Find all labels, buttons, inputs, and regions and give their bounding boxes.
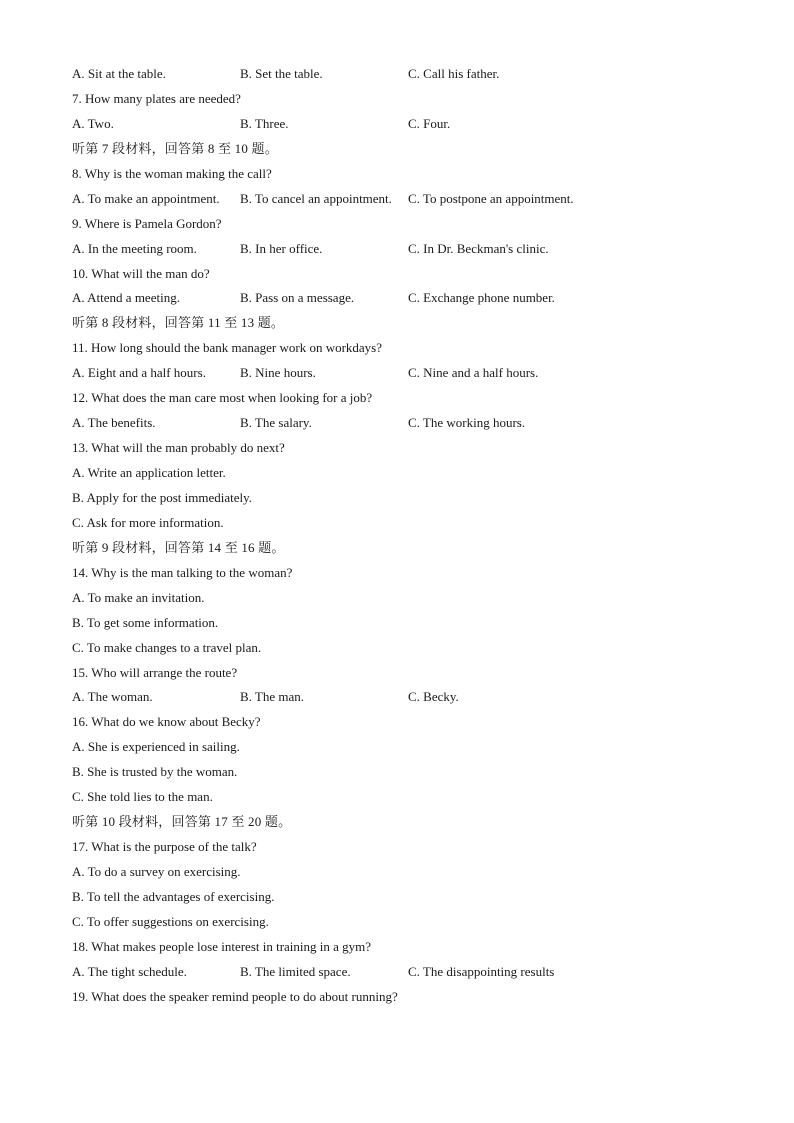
option-c: C. Nine and a half hours.	[408, 365, 539, 381]
option-c: C. Call his father.	[408, 66, 500, 81]
option-b: B. The limited space.	[240, 963, 351, 979]
option-a: A. The benefits.	[72, 415, 156, 431]
question-text: 11. How long should the bank manager work on workdays?	[72, 340, 383, 356]
section-instruction: 听第 8 段材料，回答第 11 至 13 题。	[72, 315, 285, 331]
option-a: A. To make an appointment.	[72, 190, 220, 206]
question-text: 17. What is the purpose of the talk?	[72, 839, 257, 855]
option-b: B. To cancel an appointment.	[240, 190, 392, 206]
question-text: 13. What will the man probably do next?	[72, 440, 285, 456]
answer-options-row	[72, 411, 732, 436]
option-line: A. To make an invitation.	[72, 589, 205, 605]
option-line: C. To offer suggestions on exercising.	[72, 913, 269, 929]
option-c: C. To postpone an appointment.	[408, 190, 574, 206]
answer-options-row	[72, 187, 732, 212]
option-b: B. The man.	[240, 689, 305, 705]
option-line: A. To do a survey on exercising.	[72, 864, 241, 879]
option-c: C. The working hours.	[408, 415, 526, 431]
option-b: B. The salary.	[240, 415, 312, 431]
option-a: A. Attend a meeting.	[72, 290, 180, 306]
option-b: B. Nine hours.	[240, 365, 316, 381]
option-a: A. In the meeting room.	[72, 240, 197, 256]
question-text: 18. What makes people lose interest in training in a gym?	[72, 938, 372, 954]
option-line: C. Ask for more information.	[72, 514, 224, 530]
option-line: C. To make changes to a travel plan.	[72, 639, 262, 655]
answer-options-row	[72, 960, 732, 985]
option-b: B. Three.	[240, 115, 289, 131]
option-c: C. The disappointing results	[408, 963, 555, 979]
option-line: C. She told lies to the man.	[72, 789, 213, 805]
section-instruction: 听第 7 段材料，回答第 8 至 10 题。	[72, 140, 278, 156]
option-a: A. Eight and a half hours.	[72, 365, 206, 381]
option-c: C. In Dr. Beckman's clinic.	[408, 240, 549, 256]
question-text: 9. Where is Pamela Gordon?	[72, 215, 222, 231]
question-text: 12. What does the man care most when looking for a job?	[72, 390, 373, 406]
option-line: B. To tell the advantages of exercising.	[72, 888, 275, 904]
section-instruction: 听第 9 段材料，回答第 14 至 16 题。	[72, 539, 285, 555]
option-line: A. Write an application letter.	[72, 465, 226, 480]
option-line: B. Apply for the post immediately.	[72, 489, 253, 505]
option-b: B. Pass on a message.	[240, 290, 355, 306]
question-text: 8. Why is the woman making the call?	[72, 165, 272, 181]
option-b: B. Set the table.	[240, 66, 323, 81]
question-text: 14. Why is the man talking to the woman?	[72, 564, 293, 580]
answer-options-row	[72, 62, 732, 87]
option-a: A. The tight schedule.	[72, 963, 187, 979]
question-text: 10. What will the man do?	[72, 265, 210, 281]
question-text: 7. How many plates are needed?	[72, 90, 241, 106]
question-text: 15. Who will arrange the route?	[72, 664, 238, 680]
section-instruction: 听第 10 段材料，回答第 17 至 20 题。	[72, 814, 292, 830]
option-c: C. Exchange phone number.	[408, 290, 555, 306]
answer-options-row	[72, 112, 732, 137]
option-line: B. To get some information.	[72, 614, 219, 630]
option-b: B. In her office.	[240, 240, 323, 256]
option-a: A. Two.	[72, 115, 114, 131]
exam-page	[72, 62, 732, 1010]
option-c: C. Four.	[408, 115, 451, 131]
question-text: 16. What do we know about Becky?	[72, 714, 261, 730]
answer-options-row	[72, 237, 732, 262]
answer-options-row	[72, 286, 732, 311]
answer-options-row	[72, 685, 732, 710]
option-a: A. Sit at the table.	[72, 66, 166, 81]
answer-options-row	[72, 361, 732, 386]
option-c: C. Becky.	[408, 689, 459, 705]
option-line: B. She is trusted by the woman.	[72, 764, 238, 780]
question-text: 19. What does the speaker remind people to do about running?	[72, 988, 398, 1004]
option-a: A. The woman.	[72, 689, 153, 705]
option-line: A. She is experienced in sailing.	[72, 739, 240, 755]
